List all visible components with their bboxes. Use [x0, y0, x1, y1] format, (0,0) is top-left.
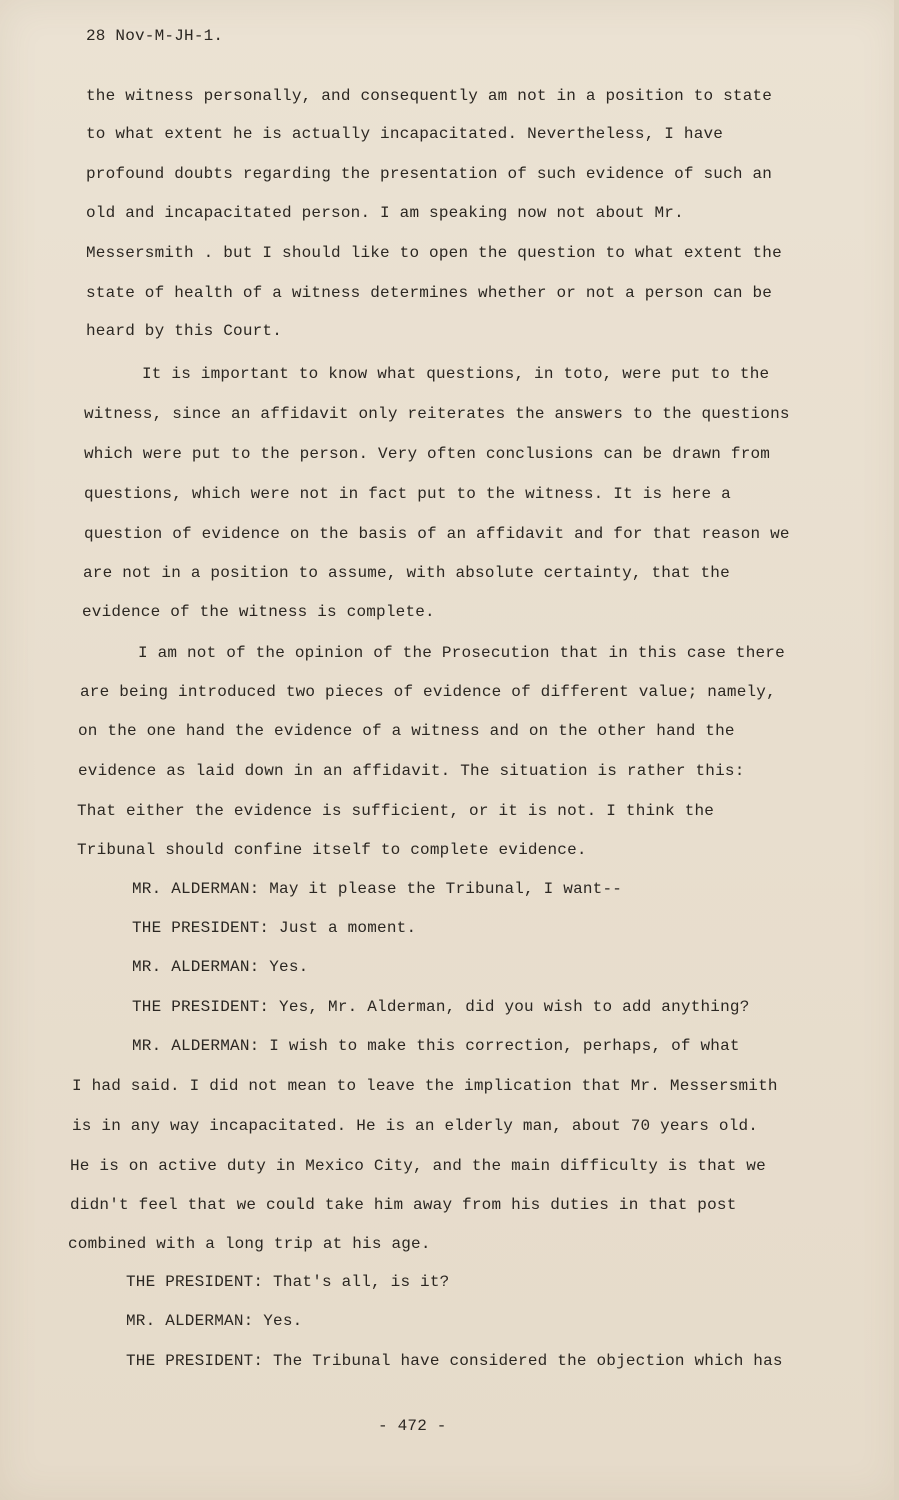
- speaker-line-president: THE PRESIDENT: The Tribunal have considered the objection which has: [126, 1352, 783, 1370]
- text-line: evidence of the witness is complete.: [82, 603, 435, 621]
- speaker-line-president: THE PRESIDENT: That's all, is it?: [126, 1273, 450, 1291]
- text-line: witness, since an affidavit only reiterates the answers to the questions: [84, 405, 790, 423]
- document-reference: 28 Nov-M-JH-1.: [86, 27, 224, 45]
- speaker-line-president: THE PRESIDENT: Just a moment.: [132, 919, 417, 937]
- speaker-line-alderman: MR. ALDERMAN: Yes.: [132, 958, 309, 976]
- text-line: Tribunal should confine itself to complete evidence.: [77, 841, 587, 859]
- text-line: old and incapacitated person. I am speaking now not about Mr.: [86, 204, 684, 222]
- speaker-line-alderman: MR. ALDERMAN: May it please the Tribunal, I want--: [132, 880, 623, 898]
- text-line: which were put to the person. Very often conclusions can be drawn from: [84, 445, 771, 463]
- text-line: are not in a position to assume, with absolute certainty, that the: [83, 564, 730, 582]
- text-line: didn't feel that we could take him away from his duties in that post: [70, 1196, 737, 1214]
- text-line: state of health of a witness determines whether or not a person can be: [86, 284, 773, 302]
- page-number: - 472 -: [378, 1417, 447, 1435]
- text-line: is in any way incapacitated. He is an elderly man, about 70 years old.: [72, 1117, 759, 1135]
- text-line: the witness personally, and consequently am not in a position to state: [86, 87, 773, 105]
- text-line: I had said. I did not mean to leave the implication that Mr. Messersmith: [72, 1077, 778, 1095]
- text-line: He is on active duty in Mexico City, and the main difficulty is that we: [70, 1157, 766, 1175]
- text-line: That either the evidence is sufficient, or it is not. I think the: [77, 802, 715, 820]
- text-line: to what extent he is actually incapacitated. Nevertheless, I have: [86, 125, 724, 143]
- text-line: are being introduced two pieces of evidence of different value; namely,: [80, 683, 776, 701]
- paragraph-start-line: I am not of the opinion of the Prosecution that in this case there: [138, 644, 785, 662]
- paragraph-start-line: It is important to know what questions, in toto, were put to the: [142, 365, 770, 383]
- speaker-line-president: THE PRESIDENT: Yes, Mr. Alderman, did you wish to add anything?: [132, 998, 750, 1016]
- page-edge: [894, 0, 899, 1500]
- speaker-line-alderman: MR. ALDERMAN: I wish to make this correction, perhaps, of what: [132, 1037, 740, 1055]
- text-line: profound doubts regarding the presentation of such evidence of such an: [86, 165, 773, 183]
- speaker-line-alderman: MR. ALDERMAN: Yes.: [126, 1312, 303, 1330]
- text-line: question of evidence on the basis of an affidavit and for that reason we: [84, 525, 790, 543]
- text-line: on the one hand the evidence of a witness and on the other hand the: [78, 722, 735, 740]
- text-line: heard by this Court.: [86, 322, 283, 340]
- text-line: Messersmith . but I should like to open the question to what extent the: [86, 244, 782, 262]
- text-line: combined with a long trip at his age.: [68, 1235, 431, 1253]
- text-line: evidence as laid down in an affidavit. The situation is rather this:: [78, 762, 745, 780]
- text-line: questions, which were not in fact put to the witness. It is here a: [84, 485, 731, 503]
